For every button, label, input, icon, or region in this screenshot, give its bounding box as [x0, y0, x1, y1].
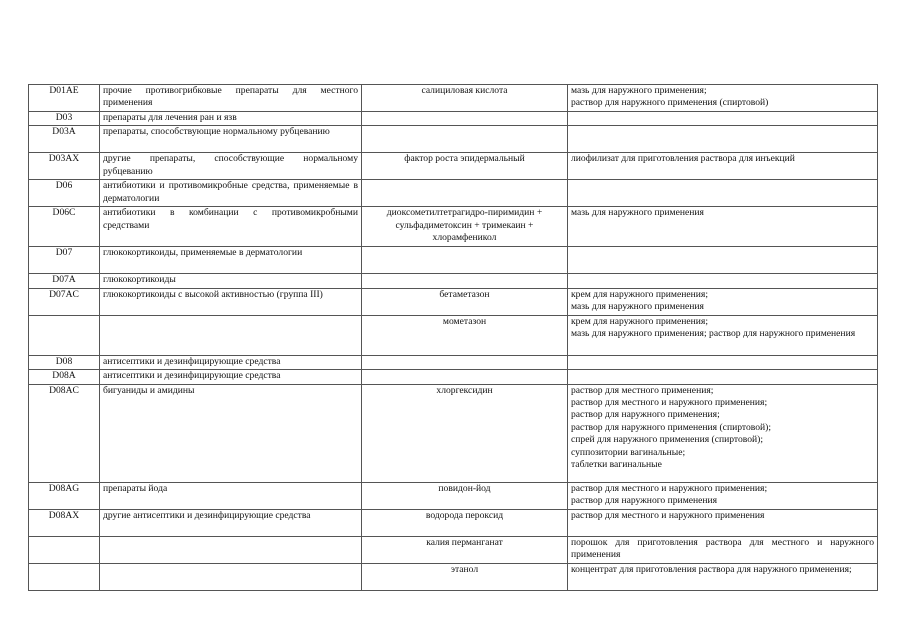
atc-code-cell: D08AC [29, 384, 100, 482]
atc-code-cell [29, 563, 100, 590]
drug-name-cell [362, 355, 568, 369]
dosage-form-cell: крем для наружного применения; мазь для наружного применения [568, 288, 878, 315]
anatomical-group-cell [100, 315, 362, 355]
atc-code-cell: D06 [29, 180, 100, 207]
dosage-form-cell: раствор для местного и наружного применения [568, 509, 878, 536]
anatomical-group-cell: антибиотики в комбинации с противомикробными средствами [100, 207, 362, 247]
drug-name-cell [362, 180, 568, 207]
table-row [29, 153, 878, 180]
table-row [29, 536, 878, 563]
drug-name-cell: этанол [362, 563, 568, 590]
dosage-form-cell: порошок для приготовления раствора для местного и наружного применения [568, 536, 878, 563]
drug-name-cell: повидон-йод [362, 482, 568, 509]
drug-name-cell: фактор роста эпидермальный [362, 153, 568, 180]
dosage-form-cell: мазь для наружного применения; раствор для наружного применения (спиртовой) [568, 85, 878, 112]
dosage-form-cell: лиофилизат для приготовления раствора для инъекций [568, 153, 878, 180]
dosage-form-cell [568, 247, 878, 274]
table-row [29, 370, 878, 384]
anatomical-group-cell: препараты для лечения ран и язв [100, 112, 362, 126]
atc-code-cell: D03AX [29, 153, 100, 180]
table-row [29, 247, 878, 274]
drug-name-cell: водорода пероксид [362, 509, 568, 536]
drug-classification-table [28, 84, 878, 591]
drug-name-cell: диоксометилтетрагидро-пиримидин + сульфадиметоксин + тримекаин + хлорамфеникол [362, 207, 568, 247]
table-row [29, 563, 878, 590]
dosage-form-cell [568, 274, 878, 288]
table-row [29, 482, 878, 509]
table-row [29, 112, 878, 126]
anatomical-group-cell [100, 563, 362, 590]
dosage-form-cell [568, 355, 878, 369]
dosage-form-cell [568, 180, 878, 207]
drug-name-cell: салициловая кислота [362, 85, 568, 112]
table-row [29, 384, 878, 482]
drug-name-cell [362, 112, 568, 126]
anatomical-group-cell: антисептики и дезинфицирующие средства [100, 355, 362, 369]
atc-code-cell: D07AC [29, 288, 100, 315]
atc-code-cell: D06C [29, 207, 100, 247]
drug-name-cell [362, 247, 568, 274]
anatomical-group-cell: прочие противогрибковые препараты для местного применения [100, 85, 362, 112]
drug-name-cell [362, 274, 568, 288]
dosage-form-cell: концентрат для приготовления раствора для наружного применения; [568, 563, 878, 590]
dosage-form-cell: мазь для наружного применения [568, 207, 878, 247]
atc-code-cell [29, 536, 100, 563]
table-row [29, 126, 878, 153]
table-row [29, 288, 878, 315]
dosage-form-cell: раствор для местного применения; раствор для местного и наружного применения; раствор для наружного применения; раствор для наружного применения (спиртовой); спрей для наружного применения (спиртовой); суппозитории вагинальные; таблетки вагинальные [568, 384, 878, 482]
atc-code-cell: D08A [29, 370, 100, 384]
anatomical-group-cell: антибиотики и противомикробные средства, применяемые в дерматологии [100, 180, 362, 207]
atc-code-cell: D08AG [29, 482, 100, 509]
table-row [29, 315, 878, 355]
dosage-form-cell: крем для наружного применения; мазь для наружного применения; раствор для наружного применения [568, 315, 878, 355]
atc-code-cell: D08 [29, 355, 100, 369]
dosage-form-cell: раствор для местного и наружного применения; раствор для наружного применения [568, 482, 878, 509]
anatomical-group-cell: другие антисептики и дезинфицирующие средства [100, 509, 362, 536]
drug-name-cell: мометазон [362, 315, 568, 355]
atc-code-cell: D07A [29, 274, 100, 288]
drug-name-cell: бетаметазон [362, 288, 568, 315]
anatomical-group-cell: антисептики и дезинфицирующие средства [100, 370, 362, 384]
document-page [28, 84, 877, 591]
table-row [29, 274, 878, 288]
dosage-form-cell [568, 112, 878, 126]
atc-code-cell: D03A [29, 126, 100, 153]
anatomical-group-cell: препараты йода [100, 482, 362, 509]
dosage-form-cell [568, 126, 878, 153]
anatomical-group-cell: глюкокортикоиды [100, 274, 362, 288]
atc-code-cell [29, 315, 100, 355]
anatomical-group-cell: бигуаниды и амидины [100, 384, 362, 482]
table-row [29, 355, 878, 369]
atc-code-cell: D01AE [29, 85, 100, 112]
table-row [29, 509, 878, 536]
table-row [29, 207, 878, 247]
atc-code-cell: D03 [29, 112, 100, 126]
anatomical-group-cell: глюкокортикоиды с высокой активностью (группа III) [100, 288, 362, 315]
drug-name-cell [362, 126, 568, 153]
anatomical-group-cell: препараты, способствующие нормальному рубцеванию [100, 126, 362, 153]
anatomical-group-cell: глюкокортикоиды, применяемые в дерматологии [100, 247, 362, 274]
drug-name-cell: хлоргексидин [362, 384, 568, 482]
anatomical-group-cell [100, 536, 362, 563]
atc-code-cell: D08AX [29, 509, 100, 536]
table-row [29, 180, 878, 207]
drug-name-cell [362, 370, 568, 384]
anatomical-group-cell: другие препараты, способствующие нормальному рубцеванию [100, 153, 362, 180]
dosage-form-cell [568, 370, 878, 384]
table-row [29, 85, 878, 112]
atc-code-cell: D07 [29, 247, 100, 274]
drug-name-cell: калия перманганат [362, 536, 568, 563]
